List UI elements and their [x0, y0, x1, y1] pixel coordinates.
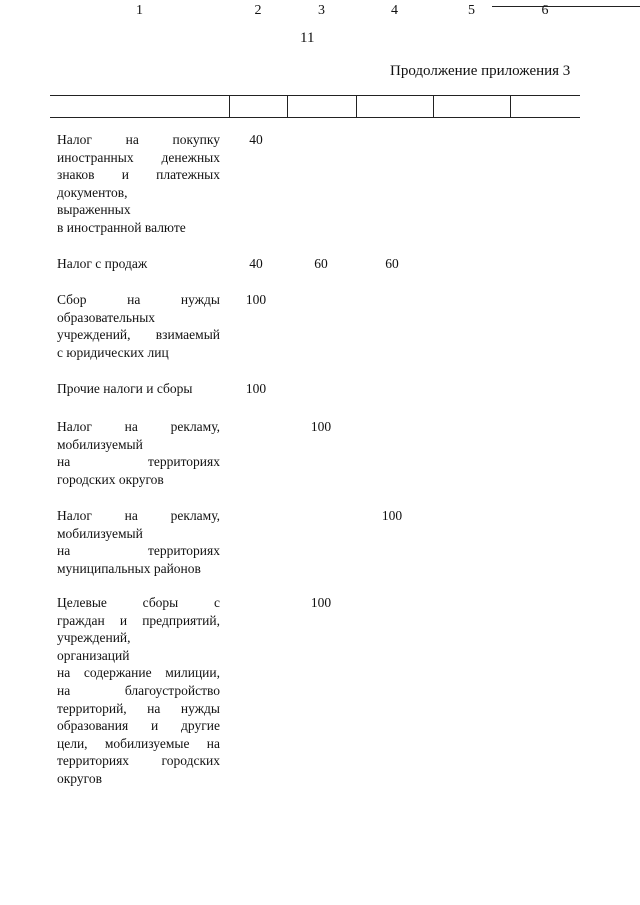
label-line: Налог на покупку [57, 132, 220, 147]
column-header-3: 3 [318, 3, 325, 18]
label-line: документов, [57, 184, 128, 200]
label-line: Сбор на нужды [57, 292, 220, 307]
label-line: образования и другие [57, 718, 220, 734]
label-line: на благоустройство [57, 682, 220, 698]
label-line: округов [57, 770, 102, 786]
label-line: на территориях [57, 454, 220, 470]
cell-col2: 100 [245, 292, 267, 307]
label-line: городских округов [57, 471, 164, 487]
label-line: мобилизуемый [57, 436, 143, 452]
header-bottom-border [50, 117, 580, 118]
label-line: выраженных [57, 202, 131, 218]
cell-col4: 100 [381, 508, 403, 523]
label-line: территорий, на нужды [57, 700, 220, 716]
cell-col4: 60 [385, 256, 399, 271]
header-divider [433, 95, 434, 117]
label-line: Прочие налоги и сборы [57, 381, 193, 396]
column-header-2: 2 [254, 3, 262, 18]
label-line: знаков и платежных [57, 167, 220, 183]
row-label [57, 291, 220, 361]
row-label [57, 255, 220, 273]
label-line: Налог на рекламу, [57, 419, 220, 434]
row-label [57, 418, 220, 488]
column-header-4: 4 [391, 3, 398, 18]
appendix-caption: Продолжение приложения 3 [390, 63, 571, 79]
header-divider [510, 95, 511, 117]
label-line: организаций [57, 647, 130, 663]
label-line: образовательных [57, 309, 156, 325]
cell-col3: 100 [310, 419, 332, 434]
label-line: Целевые сборы с [57, 595, 220, 610]
label-line: Налог на рекламу, [57, 508, 220, 523]
label-line: учреждений, [57, 630, 131, 646]
label-line: граждан и предприятий, [57, 612, 220, 628]
column-header-5: 5 [468, 3, 475, 18]
label-line: Налог с продаж [57, 256, 148, 271]
cell-col3: 100 [310, 595, 332, 610]
cell-col3: 60 [314, 256, 328, 271]
column-header-1: 1 [136, 3, 143, 18]
label-line: цели, мобилизуемые на [57, 735, 220, 751]
label-line: мобилизуемый [57, 525, 143, 541]
row-label [57, 594, 220, 788]
header-divider [229, 95, 230, 117]
page-number: 11 [300, 30, 315, 46]
header-top-border [50, 95, 580, 96]
column-header-6: 6 [541, 3, 549, 18]
label-line: на территориях [57, 543, 220, 559]
label-line: территориях городских [57, 753, 220, 769]
row-label [57, 380, 220, 398]
label-line: на содержание милиции, [57, 665, 220, 681]
label-line: в иностранной валюте [57, 219, 186, 235]
label-line: муниципальных районов [57, 560, 201, 576]
row-label [57, 131, 220, 237]
cell-col2: 40 [249, 256, 263, 271]
header-divider [356, 95, 357, 117]
label-line: с юридических лиц [57, 344, 169, 360]
cell-col2: 40 [249, 132, 263, 147]
label-line: учреждений, взимаемый [57, 327, 220, 343]
label-line: иностранных денежных [57, 149, 220, 165]
row-label [57, 507, 220, 577]
cell-col2: 100 [245, 381, 267, 396]
header-divider [287, 95, 288, 117]
